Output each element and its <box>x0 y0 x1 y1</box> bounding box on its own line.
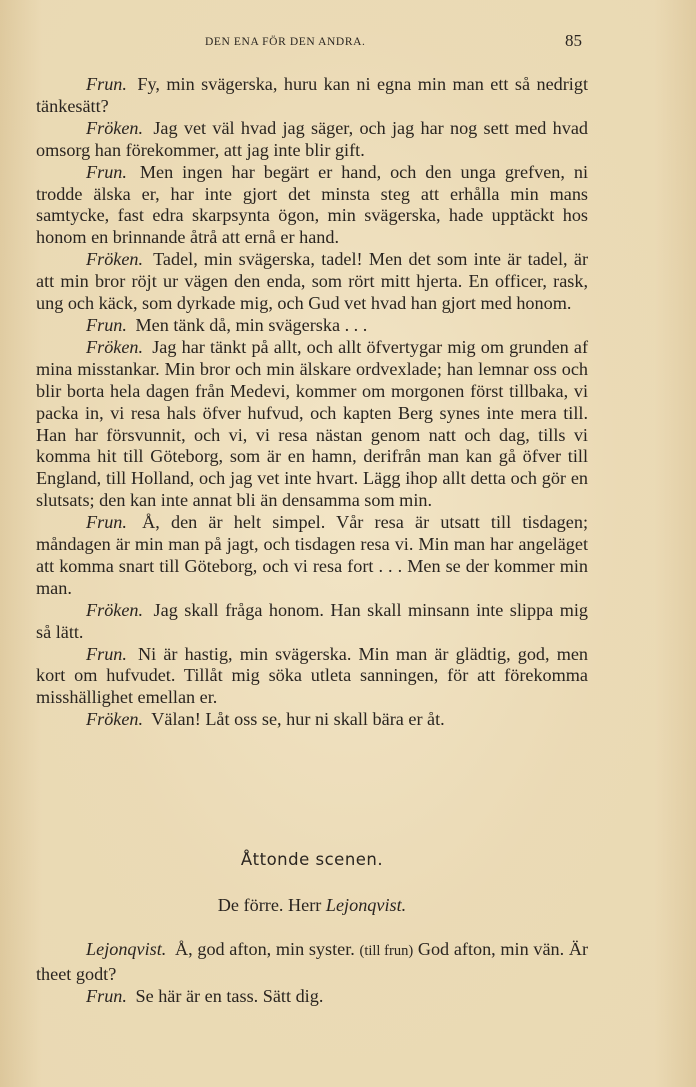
dialogue-text: Å, god afton, min syster. <box>175 939 355 959</box>
dialogue-line <box>36 337 588 512</box>
dialogue-text: Jag vet väl hvad jag säger, och jag har nog sett med hvad omsorg han förekommer, att jag inte blir gift. <box>36 117 589 160</box>
dialogue-text: Men tänk då, min svägerska . . . <box>135 314 368 335</box>
dialogue-line <box>36 512 588 600</box>
speaker-name: Fröken. <box>86 249 144 270</box>
dialogue-text: Välan! Låt oss se, hur ni skall bära er åt. <box>151 709 445 730</box>
dialogue-text: Tadel, min svägerska, tadel! Men det som inte är tadel, är att min bror röjt ur vägen den enda, som rört mitt hjerta. En officer, rask, ung och käck, som dyrkade mig, och Gud vet hvad han gjort med honom. <box>36 249 589 314</box>
speaker-name: Frun. <box>86 74 127 94</box>
stage-direction: (till frun) <box>359 943 414 959</box>
scene-cast <box>0 895 624 916</box>
dialogue-block <box>36 74 588 731</box>
speaker-name: Frun. <box>86 314 127 335</box>
dialogue-line <box>36 315 588 337</box>
dialogue-line <box>36 162 588 250</box>
dialogue-text: Fy, min svägerska, huru kan ni egna min man ett så nedrigt tänkesätt? <box>36 74 588 116</box>
cast-name: Lejonqvist. <box>325 895 407 915</box>
dialogue-text: Jag skall fråga honom. Han skall minsann inte slippa mig så lätt. <box>36 599 589 642</box>
dialogue-line <box>36 938 588 985</box>
speaker-name: Lejonqvist. <box>86 939 167 959</box>
dialogue-text: God afton, min vän. Är theet godt? <box>36 939 589 984</box>
speaker-name: Fröken. <box>86 599 144 620</box>
dialogue-text: Se här är en tass. Sätt dig. <box>135 986 324 1006</box>
dialogue-line <box>36 644 588 710</box>
speaker-name: Frun. <box>86 643 127 664</box>
dialogue-text: Ni är hastig, min svägerska. Min man är glädtig, god, men kort om hufvudet. Tillåt mig söka utleta sanningen, för att förekomma misshällighet emellan er. <box>36 643 589 708</box>
dialogue-line <box>36 74 588 118</box>
speaker-name: Frun. <box>86 986 127 1006</box>
dialogue-line <box>36 709 588 731</box>
speaker-name: Fröken. <box>86 117 144 138</box>
speaker-name: Fröken. <box>86 336 144 357</box>
running-head: DEN ENA FÖR DEN ANDRA. <box>205 36 366 48</box>
speaker-name: Fröken. <box>86 709 144 730</box>
dialogue-line <box>36 118 588 162</box>
dialogue-text: Men ingen har begärt er hand, och den unga grefven, ni trodde älska er, har inte gjort det minsta steg att erhålla min mans samtycke, fast edra skarpsynta ögon, min svägerska, hade upptäckt hos honom en brinnande åtrå att ernå er hand. <box>36 161 589 248</box>
cast-name-prefix: Herr <box>287 895 322 915</box>
dialogue-line <box>36 249 588 315</box>
speaker-name: Frun. <box>86 161 127 182</box>
speaker-name: Frun. <box>86 512 127 533</box>
dialogue-block-2 <box>36 938 588 1008</box>
dialogue-text: Jag har tänkt på allt, och allt öfvertygar mig om grunden af mina misstankar. Min bror och min älskare ordvexlade; han lemnar oss och blir borta hela dagen från Medevi, kommer om morgonen först tillbaka, vi packa in, vi resa hals öfver hufvud, och kapten Berg synes inte mera till. Han har försvunnit, och vi, vi resa nästan genom natt och dag, tills vi komma hit till Göteborg, som är en hamn, derifrån man kan gå öfver till England, till Holland, och jag vet inte hvart. Lägg ihop allt detta och gör en slutsats; den kan inte annat bli än densamma som min. <box>36 336 588 511</box>
cast-prefix: De förre. <box>217 895 284 915</box>
scene-title: Åttonde scenen. <box>240 850 384 869</box>
dialogue-line <box>36 985 588 1008</box>
dialogue-line <box>36 600 588 644</box>
page-number: 85 <box>565 31 582 50</box>
dialogue-text: Å, den är helt simpel. Vår resa är utsatt till tisdagen; måndagen är min man på jagt, och tisdagen resa vi. Min man har angeläget att komma snart till Göteborg, och vi resa fort . . . Men se der kommer min man. <box>36 512 588 598</box>
